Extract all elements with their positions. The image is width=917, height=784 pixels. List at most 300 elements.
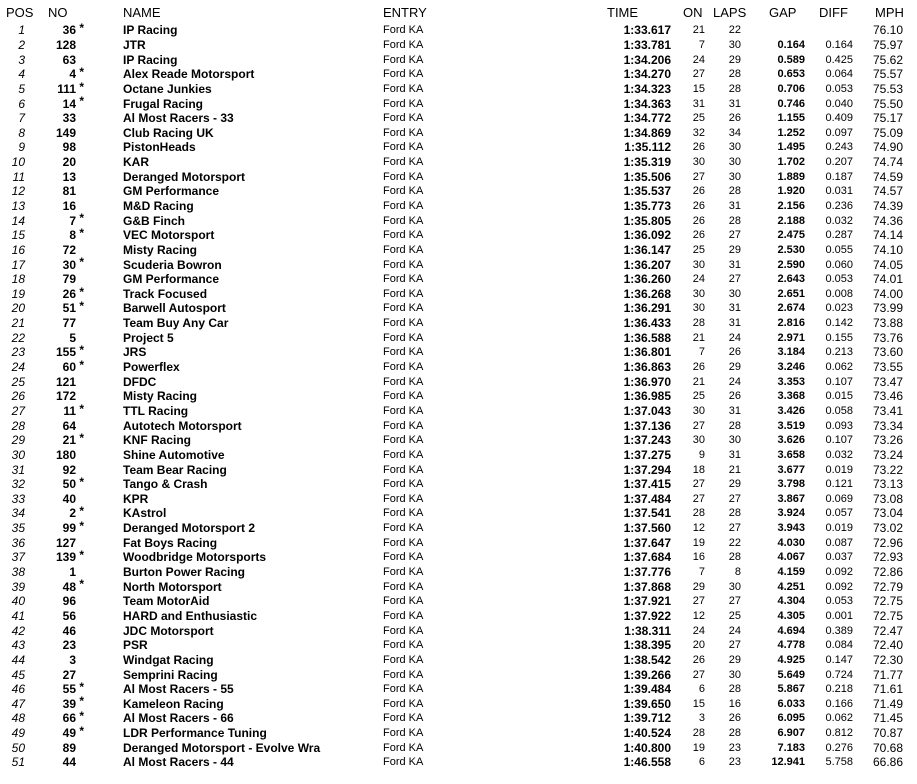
cell-pos: 46 [11, 682, 25, 697]
car-number: 172 [55, 389, 76, 404]
cell-no [34, 755, 82, 770]
cell-entry: Ford KA [383, 390, 424, 403]
cell-on: 26 [692, 214, 705, 227]
row-spacer [82, 345, 123, 360]
cell-laps: 24 [728, 331, 741, 344]
row-spacer [82, 404, 123, 419]
cell-entry: Ford KA [383, 273, 424, 286]
row-spacer [82, 96, 123, 111]
cell-pos: 9 [18, 140, 25, 155]
header-entry: ENTRY [383, 4, 427, 20]
cell-laps: 28 [728, 419, 741, 432]
cell-on: 25 [692, 243, 705, 256]
car-number: 2 [69, 506, 76, 521]
cell-pos: 15 [11, 228, 25, 243]
table-row [0, 330, 917, 345]
car-number: 4 [69, 67, 76, 82]
cell-entry: Ford KA [383, 317, 424, 330]
cell-no [34, 257, 82, 272]
cell-laps: 31 [728, 404, 741, 417]
cell-name: PistonHeads [123, 140, 196, 155]
cell-no [34, 609, 82, 624]
cell-pos: 37 [11, 550, 25, 565]
cell-diff: 0.142 [825, 317, 853, 330]
cell-mph: 73.76 [872, 330, 903, 345]
car-number: 30 [62, 257, 76, 272]
header-on: ON [683, 4, 703, 20]
cell-name: Team Bear Racing [123, 462, 227, 477]
cell-name: GM Performance [123, 272, 220, 287]
cell-diff: 0.008 [825, 287, 853, 300]
table-row [0, 23, 917, 38]
car-number: 64 [62, 418, 76, 433]
cell-name: JDC Motorsport [123, 623, 214, 638]
cell-gap: 3.184 [777, 346, 805, 359]
cell-gap: 3.943 [777, 522, 805, 535]
cell-gap: 3.924 [777, 507, 805, 520]
cell-on: 25 [692, 390, 705, 403]
cell-entry: Ford KA [383, 112, 424, 125]
cell-pos: 7 [18, 111, 25, 126]
cell-no [34, 243, 82, 258]
cell-on: 28 [692, 317, 705, 330]
cell-entry: Ford KA [383, 522, 424, 535]
cell-entry: Ford KA [383, 24, 424, 37]
cell-gap: 5.649 [777, 668, 805, 681]
row-spacer [82, 594, 123, 609]
cell-diff: 0.409 [825, 112, 853, 125]
cell-diff: 0.019 [825, 463, 853, 476]
cell-no [34, 462, 82, 477]
cell-diff: 0.097 [825, 126, 853, 139]
cell-laps: 27 [728, 273, 741, 286]
cell-time: 1:36.147 [623, 242, 671, 257]
cell-pos: 6 [18, 96, 25, 111]
car-number: 99 [62, 521, 76, 536]
cell-pos: 24 [11, 360, 25, 375]
cell-gap: 3.353 [777, 375, 805, 388]
cell-on: 19 [692, 741, 705, 754]
cell-name: KNF Racing [123, 433, 192, 448]
cell-laps: 25 [728, 609, 741, 622]
table-row [0, 301, 917, 316]
cell-gap: 3.246 [777, 361, 805, 374]
car-number: 13 [62, 169, 76, 184]
cell-entry: Ford KA [383, 419, 424, 432]
cell-on: 30 [692, 156, 705, 169]
cell-on: 21 [692, 24, 705, 37]
car-number: 139 [55, 550, 76, 565]
cell-time: 1:37.415 [623, 477, 671, 492]
cell-mph: 73.99 [872, 301, 903, 316]
row-spacer [82, 492, 123, 507]
cell-entry: Ford KA [383, 668, 424, 681]
cell-entry: Ford KA [383, 478, 424, 491]
cell-on: 25 [692, 112, 705, 125]
cell-entry: Ford KA [383, 697, 424, 710]
cell-entry: Ford KA [383, 434, 424, 447]
car-number: 3 [69, 652, 76, 667]
row-spacer [82, 301, 123, 316]
cell-no [34, 474, 84, 492]
cell-mph: 73.24 [872, 447, 903, 462]
cell-on: 19 [692, 536, 705, 549]
cell-mph: 72.79 [872, 579, 903, 594]
row-spacer [82, 550, 123, 565]
cell-diff: 0.023 [825, 302, 853, 315]
cell-mph: 72.30 [872, 652, 903, 667]
cell-no [34, 506, 82, 521]
cell-entry: Ford KA [383, 566, 424, 579]
car-number: 36 [62, 23, 76, 38]
cell-time: 1:36.260 [623, 272, 671, 287]
cell-no [34, 565, 82, 580]
cell-no [34, 111, 82, 126]
cell-time: 1:33.617 [623, 23, 671, 38]
cell-time: 1:40.800 [623, 740, 671, 755]
row-spacer [82, 52, 123, 67]
cell-time: 1:38.311 [624, 623, 671, 638]
cell-name: Barwell Autosport [123, 301, 226, 316]
cell-on: 28 [692, 727, 705, 740]
cell-mph: 74.00 [872, 286, 903, 301]
car-number: 128 [55, 37, 76, 52]
cell-name: M&D Racing [123, 199, 194, 213]
cell-laps: 27 [728, 595, 741, 608]
cell-gap: 2.590 [777, 258, 805, 271]
cell-diff: 0.121 [825, 478, 853, 491]
cell-on: 27 [692, 419, 705, 432]
results-body [0, 23, 917, 770]
row-spacer [82, 111, 123, 126]
cell-diff: 0.053 [825, 595, 853, 608]
cell-mph: 75.53 [872, 81, 903, 96]
cell-name: KAR [123, 155, 149, 170]
cell-mph: 72.75 [872, 594, 903, 609]
asterisk-marker: * [79, 211, 84, 226]
cell-laps: 27 [728, 522, 741, 535]
cell-name: GM Performance [123, 184, 220, 199]
cell-entry: Ford KA [383, 653, 424, 666]
cell-pos: 33 [11, 491, 25, 506]
cell-mph: 71.61 [872, 682, 903, 697]
car-number: 11 [63, 403, 76, 418]
cell-diff: 0.155 [825, 331, 853, 344]
cell-time: 1:36.268 [623, 286, 671, 301]
car-number: 127 [55, 535, 76, 550]
cell-gap: 1.155 [777, 112, 805, 125]
cell-time: 1:37.776 [623, 565, 671, 580]
row-spacer [82, 726, 123, 741]
cell-entry: Ford KA [383, 346, 424, 359]
cell-diff: 0.069 [825, 492, 853, 505]
cell-laps: 16 [728, 697, 741, 710]
table-row [0, 462, 917, 477]
cell-laps: 30 [728, 434, 741, 447]
cell-name: Fat Boys Racing [123, 535, 218, 550]
cell-on: 32 [692, 126, 705, 139]
cell-pos: 43 [11, 638, 25, 653]
table-row [0, 696, 917, 711]
row-spacer [82, 199, 123, 214]
cell-no [34, 316, 82, 331]
car-number: 79 [62, 272, 76, 287]
cell-entry: Ford KA [383, 38, 424, 51]
cell-name: VEC Motorsport [123, 228, 215, 243]
cell-mph: 75.09 [872, 125, 903, 140]
row-spacer [82, 521, 123, 536]
car-number: 1 [69, 565, 76, 580]
cell-laps: 31 [728, 302, 741, 315]
cell-time: 1:33.781 [623, 37, 671, 52]
table-row [0, 38, 917, 53]
table-row [0, 653, 917, 668]
cell-entry: Ford KA [383, 595, 424, 608]
cell-no [34, 345, 82, 360]
cell-on: 26 [692, 361, 705, 374]
cell-no [34, 64, 84, 82]
cell-diff: 0.107 [825, 434, 853, 447]
car-number: 180 [55, 447, 76, 462]
cell-mph: 74.90 [872, 140, 903, 155]
table-row [0, 52, 917, 67]
cell-diff: 0.031 [825, 185, 853, 198]
cell-time: 1:37.868 [623, 579, 671, 594]
car-number: 121 [55, 374, 76, 389]
cell-mph: 71.77 [872, 667, 903, 682]
car-number: 149 [55, 125, 76, 140]
row-spacer [82, 609, 123, 624]
cell-on: 7 [698, 38, 705, 51]
cell-diff: 0.093 [825, 419, 853, 432]
cell-mph: 73.22 [872, 462, 903, 477]
cell-name: North Motorsport [123, 579, 222, 594]
cell-no [34, 667, 82, 682]
cell-time: 1:37.922 [623, 608, 671, 623]
cell-on: 26 [692, 141, 705, 154]
cell-time: 1:39.266 [623, 667, 671, 682]
table-row [0, 199, 917, 214]
cell-entry: Ford KA [383, 97, 424, 110]
cell-gap: 4.030 [777, 536, 805, 549]
cell-name: Al Most Racers - 66 [123, 711, 234, 726]
cell-mph: 76.10 [872, 23, 903, 38]
cell-no [34, 579, 82, 594]
cell-pos: 11 [12, 169, 25, 184]
cell-time: 1:36.092 [623, 228, 671, 243]
cell-mph: 71.45 [872, 711, 903, 726]
cell-mph: 72.75 [872, 608, 903, 623]
cell-gap: 2.674 [777, 302, 805, 315]
row-spacer [82, 213, 123, 228]
cell-pos: 25 [11, 374, 25, 389]
cell-mph: 74.74 [872, 155, 903, 170]
table-row [0, 404, 917, 419]
row-spacer [82, 696, 123, 711]
cell-no [34, 301, 82, 316]
cell-pos: 5 [18, 81, 25, 96]
cell-laps: 23 [728, 756, 741, 769]
cell-no [34, 52, 82, 67]
cell-diff: 0.015 [825, 390, 853, 403]
table-row [0, 316, 917, 331]
cell-gap: 2.156 [777, 200, 805, 212]
row-spacer [82, 272, 123, 287]
cell-time: 1:37.684 [623, 550, 671, 565]
cell-time: 1:34.363 [623, 96, 671, 111]
header-no: NO [48, 4, 68, 20]
cell-pos: 2 [18, 37, 25, 52]
car-number: 14 [62, 96, 76, 111]
cell-gap: 6.095 [777, 712, 805, 725]
cell-no [34, 169, 82, 184]
cell-diff: 0.019 [825, 522, 853, 535]
cell-no [34, 550, 82, 565]
table-row [0, 111, 917, 126]
cell-name: Team Buy Any Car [123, 316, 229, 331]
cell-name: Burton Power Racing [123, 565, 246, 580]
cell-gap: 0.746 [777, 97, 805, 110]
car-number: 21 [62, 433, 76, 448]
cell-on: 26 [692, 200, 705, 212]
cell-name: Autotech Motorsport [123, 418, 242, 433]
cell-name: HARD and Enthusiastic [123, 608, 258, 623]
asterisk-marker: * [79, 343, 84, 358]
car-number: 81 [62, 184, 76, 199]
cell-diff: 0.276 [825, 741, 853, 754]
cell-gap: 3.426 [777, 404, 805, 417]
cell-on: 7 [698, 346, 705, 359]
cell-on: 26 [692, 229, 705, 242]
cell-pos: 20 [11, 301, 25, 316]
cell-laps: 30 [728, 170, 741, 183]
cell-gap: 3.368 [777, 390, 805, 403]
cell-mph: 73.55 [872, 360, 903, 375]
cell-gap: 4.067 [777, 551, 805, 564]
cell-mph: 66.86 [872, 755, 903, 770]
cell-entry: Ford KA [383, 141, 424, 154]
row-spacer [82, 418, 123, 433]
cell-no [34, 225, 84, 243]
cell-laps: 31 [728, 258, 741, 271]
car-number: 50 [62, 477, 76, 492]
cell-no [34, 272, 82, 287]
cell-on: 30 [692, 258, 705, 271]
cell-diff: 0.236 [825, 200, 853, 212]
cell-on: 27 [692, 170, 705, 183]
row-spacer [82, 257, 123, 272]
cell-no [34, 401, 84, 419]
cell-mph: 74.14 [872, 228, 903, 243]
cell-name: Project 5 [123, 330, 174, 345]
row-spacer [82, 579, 123, 594]
cell-laps: 28 [728, 551, 741, 564]
cell-mph: 73.26 [872, 433, 903, 448]
cell-entry: Ford KA [383, 287, 424, 300]
car-number: 72 [62, 242, 76, 257]
cell-no [34, 723, 84, 741]
cell-on: 30 [692, 434, 705, 447]
cell-time: 1:40.524 [623, 726, 671, 741]
cell-on: 6 [698, 756, 705, 769]
cell-time: 1:36.985 [623, 389, 671, 404]
row-spacer [82, 755, 123, 770]
cell-on: 15 [692, 697, 705, 710]
car-number: 66 [62, 711, 76, 726]
cell-time: 1:34.270 [623, 67, 671, 82]
cell-mph: 74.05 [872, 257, 903, 272]
cell-on: 30 [692, 287, 705, 300]
cell-on: 27 [692, 492, 705, 505]
cell-gap: 3.658 [777, 448, 805, 461]
cell-mph: 72.96 [872, 535, 903, 550]
cell-time: 1:35.506 [623, 169, 671, 184]
cell-entry: Ford KA [383, 741, 424, 754]
cell-name: Team MotorAid [123, 594, 210, 609]
cell-laps: 22 [728, 536, 741, 549]
row-spacer [82, 389, 123, 404]
row-spacer [82, 155, 123, 170]
cell-diff: 0.055 [825, 243, 853, 256]
cell-time: 1:36.433 [623, 316, 671, 331]
cell-time: 1:35.537 [623, 184, 671, 199]
table-row [0, 477, 917, 492]
cell-time: 1:37.136 [623, 418, 671, 433]
cell-no [34, 740, 82, 755]
cell-pos: 18 [11, 272, 25, 287]
cell-laps: 30 [728, 287, 741, 300]
cell-pos: 4 [18, 67, 25, 82]
cell-mph: 74.36 [872, 213, 903, 228]
cell-time: 1:37.243 [623, 433, 671, 448]
cell-gap: 2.643 [777, 273, 805, 286]
cell-name: Semprini Racing [123, 667, 218, 682]
row-spacer [82, 360, 123, 375]
cell-diff: 0.032 [825, 448, 853, 461]
cell-mph: 73.60 [872, 345, 903, 360]
cell-no [34, 594, 82, 609]
cell-gap: 4.251 [777, 580, 805, 593]
row-spacer [82, 448, 123, 463]
cell-pos: 50 [11, 740, 25, 755]
cell-pos: 17 [11, 257, 25, 272]
cell-entry: Ford KA [383, 170, 424, 183]
row-spacer [82, 140, 123, 155]
cell-pos: 30 [11, 447, 25, 462]
table-row [0, 140, 917, 155]
cell-diff: 0.243 [825, 141, 853, 154]
cell-diff: 0.092 [825, 566, 853, 579]
cell-gap: 6.033 [777, 697, 805, 710]
row-spacer [82, 535, 123, 550]
cell-mph: 75.17 [872, 111, 903, 126]
cell-gap: 2.475 [777, 229, 805, 242]
cell-time: 1:34.772 [623, 111, 671, 126]
cell-on: 27 [692, 68, 705, 81]
cell-entry: Ford KA [383, 463, 424, 476]
cell-laps: 31 [728, 200, 741, 212]
header-spacer [82, 1, 123, 23]
cell-gap: 3.867 [777, 492, 805, 505]
cell-entry: Ford KA [383, 492, 424, 505]
car-number: 44 [62, 755, 76, 770]
cell-no [34, 125, 82, 140]
row-spacer [82, 316, 123, 331]
row-spacer [82, 433, 123, 448]
car-number: 8 [69, 228, 76, 243]
cell-gap: 2.816 [777, 317, 805, 330]
cell-name: Frugal Racing [123, 96, 204, 111]
